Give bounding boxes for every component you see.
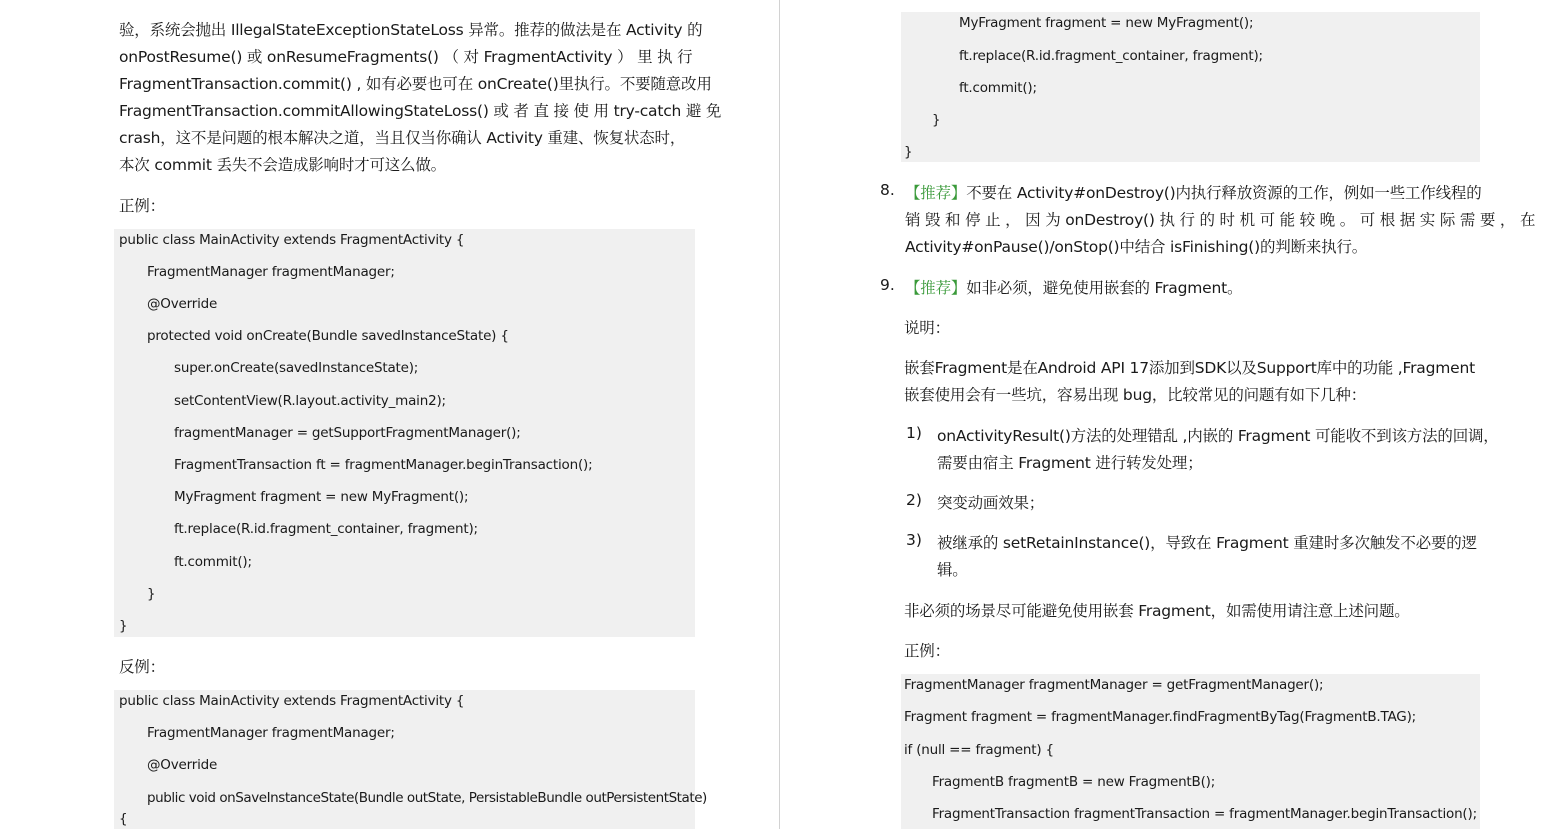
- code-line: FragmentTransaction fragmentTransaction = fragmentManager.beginTransaction();: [932, 806, 1477, 822]
- code-line: public class MainActivity extends FragmentActivity {: [119, 232, 465, 248]
- code-line: MyFragment fragment = new MyFragment();: [174, 489, 469, 505]
- intro-line: 本次 commit 丢失不会造成影响时才可这么做。: [119, 156, 446, 174]
- summary-text: 非必须的场景尽可能避免使用嵌套 Fragment，如需使用请注意上述问题。: [904, 602, 1410, 620]
- code-line: }: [119, 618, 128, 634]
- sub-item-1-number: 1): [906, 424, 922, 442]
- item-8-number: 8.: [880, 181, 895, 199]
- code-line: if (null == fragment) {: [904, 742, 1054, 758]
- code-line: FragmentManager fragmentManager;: [147, 264, 395, 280]
- sub-item-3-line: 被继承的 setRetainInstance()，导致在 Fragment 重建时多次触发不必要的逻: [937, 534, 1477, 552]
- code-line: {: [119, 811, 128, 827]
- item-9-number: 9.: [880, 276, 895, 294]
- code-line: MyFragment fragment = new MyFragment();: [959, 15, 1254, 31]
- code-line: fragmentManager = getSupportFragmentManager();: [174, 425, 521, 441]
- code-line: FragmentB fragmentB = new FragmentB();: [932, 774, 1216, 790]
- item-9-line: [905, 276, 1242, 298]
- code-line: @Override: [147, 296, 218, 312]
- sub-item-2-number: 2): [906, 491, 922, 509]
- recommend-tag: 【推荐】: [905, 279, 967, 297]
- negative-example-label: 反例：: [119, 658, 165, 676]
- sub-item-3-line: 辑。: [937, 561, 968, 579]
- code-line: }: [932, 112, 941, 128]
- code-line: ft.replace(R.id.fragment_container, fragment);: [174, 521, 478, 537]
- code-line: ft.commit();: [959, 80, 1037, 96]
- code-line: ft.commit();: [174, 554, 252, 570]
- item-8-line: 销 毁 和 停 止 ， 因 为 onDestroy() 执 行 的 时 机 可 能 较 晚 。 可 根 据 实 际 需 要 ， 在: [905, 211, 1536, 229]
- item-9-text: 如非必须，避免使用嵌套的 Fragment。: [966, 279, 1243, 297]
- intro-line: onPostResume() 或 onResumeFragments() （ 对 FragmentActivity ） 里 执 行: [119, 48, 693, 66]
- sub-item-3-number: 3): [906, 531, 922, 549]
- sub-item-2-line: 突变动画效果；: [937, 494, 1045, 512]
- sub-item-1-line: onActivityResult()方法的处理错乱 ,内嵌的 Fragment 可能收不到该方法的回调，: [937, 427, 1499, 445]
- code-line: super.onCreate(savedInstanceState);: [174, 360, 419, 376]
- positive-example-label: 正例：: [904, 642, 950, 660]
- item-8-line: Activity#onPause()/onStop()中结合 isFinishing()的判断来执行。: [905, 238, 1368, 256]
- code-line: public class MainActivity extends FragmentActivity {: [119, 693, 465, 709]
- code-line: @Override: [147, 757, 218, 773]
- code-line: protected void onCreate(Bundle savedInstanceState) {: [147, 328, 509, 344]
- code-line: public void onSaveInstanceState(Bundle outState, PersistableBundle outPersistentState): [147, 790, 707, 806]
- code-line: Fragment fragment = fragmentManager.findFragmentByTag(FragmentB.TAG);: [904, 709, 1416, 725]
- page-divider: [779, 0, 780, 829]
- intro-line: crash，这不是问题的根本解决之道，当且仅当你确认 Activity 重建、恢复状态时，: [119, 129, 686, 147]
- explanation-line: 嵌套Fragment是在Android API 17添加到SDK以及Support库中的功能 ,Fragment: [904, 359, 1475, 377]
- item-8-text: 不要在 Activity#onDestroy()内执行释放资源的工作，例如一些工作线程的: [966, 184, 1482, 202]
- code-line: ft.replace(R.id.fragment_container, fragment);: [959, 48, 1263, 64]
- code-line: }: [147, 586, 156, 602]
- code-line: FragmentManager fragmentManager;: [147, 725, 395, 741]
- code-line: }: [904, 144, 913, 160]
- code-line: setContentView(R.layout.activity_main2);: [174, 393, 446, 409]
- explanation-line: 嵌套使用会有一些坑，容易出现 bug，比较常见的问题有如下几种：: [904, 386, 1367, 404]
- explanation-label: 说明：: [904, 319, 950, 337]
- intro-line: FragmentTransaction.commit() , 如有必要也可在 onCreate()里执行。不要随意改用: [119, 75, 712, 93]
- sub-item-1-line: 需要由宿主 Fragment 进行转发处理；: [937, 454, 1203, 472]
- code-line: FragmentTransaction ft = fragmentManager.beginTransaction();: [174, 457, 593, 473]
- code-line: FragmentManager fragmentManager = getFragmentManager();: [904, 677, 1324, 693]
- positive-example-label: 正例：: [119, 197, 165, 215]
- recommend-tag: 【推荐】: [905, 184, 967, 202]
- intro-line: 验，系统会抛出 IllegalStateExceptionStateLoss 异常。推荐的做法是在 Activity 的: [119, 21, 703, 39]
- item-8-line: [905, 181, 1482, 203]
- intro-line: FragmentTransaction.commitAllowingStateLoss() 或 者 直 接 使 用 try-catch 避 免: [119, 102, 722, 120]
